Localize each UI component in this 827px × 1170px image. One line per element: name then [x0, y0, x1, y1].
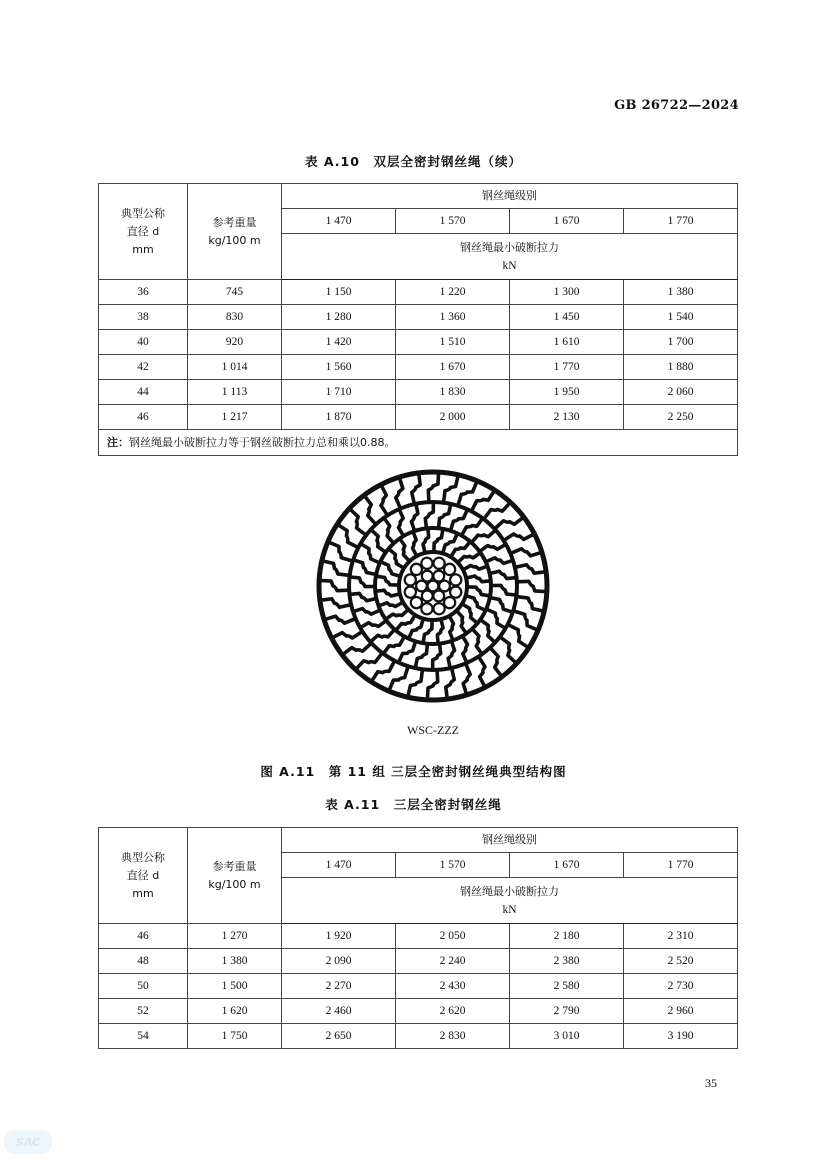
core-wire	[450, 574, 461, 585]
table-cell: 1 300	[510, 280, 624, 305]
table-row	[99, 1024, 738, 1049]
table-cell: 2 240	[396, 949, 510, 974]
table-a10-title: 表 A.10 双层全密封钢丝绳（续）	[305, 154, 522, 169]
table-row	[99, 280, 738, 305]
rope-cross-section-diagram	[313, 466, 553, 706]
table-row	[99, 305, 738, 330]
header-row	[99, 828, 738, 853]
table-cell: 2 060	[624, 380, 738, 405]
core-wire	[444, 597, 455, 608]
weight-header-line: kg/100 m	[208, 877, 261, 891]
grade-header: 钢丝绳级别	[282, 828, 738, 853]
force-header-line: kN	[502, 903, 517, 916]
table-cell: 2 430	[396, 974, 510, 999]
table-row	[99, 355, 738, 380]
table-cell: 1 610	[510, 330, 624, 355]
table-cell: 1 670	[396, 355, 510, 380]
table-cell: 2 960	[624, 999, 738, 1024]
table-a10-body	[99, 184, 738, 456]
grade-cell: 1 570	[396, 209, 510, 234]
force-header	[282, 234, 738, 280]
table-row	[99, 405, 738, 430]
table-cell: 1 560	[282, 355, 396, 380]
page-number: 35	[705, 1076, 717, 1090]
table-cell: 1 217	[188, 405, 282, 430]
table-cell: 2 000	[396, 405, 510, 430]
core-wire	[411, 564, 422, 575]
table-cell: 2 090	[282, 949, 396, 974]
table-cell: 44	[99, 380, 188, 405]
grade-cell: 1 770	[624, 209, 738, 234]
table-cell: 1 280	[282, 305, 396, 330]
table-cell: 1 830	[396, 380, 510, 405]
table-cell: 54	[99, 1024, 188, 1049]
table-cell: 2 620	[396, 999, 510, 1024]
force-header-line: kN	[502, 259, 517, 272]
table-cell: 2 580	[510, 974, 624, 999]
grade-cell: 1 670	[510, 209, 624, 234]
note-row	[99, 430, 738, 456]
grade-cell: 1 670	[510, 853, 624, 878]
table-cell: 2 310	[624, 924, 738, 949]
diameter-column-header	[99, 828, 188, 924]
core-wire	[433, 571, 444, 582]
table-cell: 1 500	[188, 974, 282, 999]
grade-cell: 1 470	[282, 209, 396, 234]
table-cell: 42	[99, 355, 188, 380]
diameter-header-line: 典型公称	[121, 850, 165, 864]
note-label: 注：	[107, 435, 129, 449]
table-cell: 1 950	[510, 380, 624, 405]
table-cell: 1 770	[510, 355, 624, 380]
table-cell: 1 014	[188, 355, 282, 380]
figure-a11-label: WSC-ZZZ	[407, 723, 459, 737]
table-a10	[98, 183, 738, 456]
table-cell: 2 270	[282, 974, 396, 999]
table-cell: 1 220	[396, 280, 510, 305]
core-wire	[433, 558, 444, 569]
table-cell: 2 180	[510, 924, 624, 949]
table-cell: 1 880	[624, 355, 738, 380]
table-cell: 1 150	[282, 280, 396, 305]
table-row	[99, 380, 738, 405]
core-wire	[422, 571, 433, 582]
weight-header-line: kg/100 m	[208, 233, 261, 247]
table-cell: 1 360	[396, 305, 510, 330]
diameter-header-line: 直径 d	[126, 224, 160, 238]
table-cell: 1 870	[282, 405, 396, 430]
table-a11	[98, 827, 738, 1049]
table-note	[99, 430, 738, 456]
table-cell: 1 920	[282, 924, 396, 949]
grade-cell: 1 470	[282, 853, 396, 878]
sac-watermark-logo: SAC	[4, 1130, 52, 1154]
table-cell: 1 710	[282, 380, 396, 405]
table-cell: 3 010	[510, 1024, 624, 1049]
standard-code: GB 26722—2024	[614, 98, 739, 113]
table-cell: 38	[99, 305, 188, 330]
table-row	[99, 999, 738, 1024]
core-wire	[405, 586, 416, 597]
table-cell: 830	[188, 305, 282, 330]
diameter-header-line: mm	[132, 886, 154, 900]
weight-column-header	[188, 184, 282, 280]
table-row	[99, 924, 738, 949]
header-row	[99, 184, 738, 209]
figure-a11-caption: 图 A.11 第 11 组 三层全密封钢丝绳典型结构图	[260, 764, 567, 779]
core-wire	[444, 564, 455, 575]
table-a11-title: 表 A.11 三层全密封钢丝绳	[325, 797, 502, 812]
table-cell: 3 190	[624, 1024, 738, 1049]
table-cell: 52	[99, 999, 188, 1024]
weight-column-header	[188, 828, 282, 924]
table-cell: 1 270	[188, 924, 282, 949]
grade-cell: 1 770	[624, 853, 738, 878]
force-header	[282, 878, 738, 924]
table-cell: 2 730	[624, 974, 738, 999]
force-header-line: 钢丝绳最小破断拉力	[460, 240, 559, 254]
weight-header-line: 参考重量	[212, 215, 257, 229]
table-row	[99, 974, 738, 999]
force-header-line: 钢丝绳最小破断拉力	[460, 884, 559, 898]
note-text: 钢丝绳最小破断拉力等于钢丝破断拉力总和乘以0.88。	[129, 435, 396, 449]
grade-header: 钢丝绳级别	[282, 184, 738, 209]
table-cell: 36	[99, 280, 188, 305]
diameter-header-line: 典型公称	[121, 206, 165, 220]
table-cell: 2 790	[510, 999, 624, 1024]
grade-cell: 1 570	[396, 853, 510, 878]
table-cell: 48	[99, 949, 188, 974]
table-cell: 1 750	[188, 1024, 282, 1049]
table-cell: 1 380	[188, 949, 282, 974]
table-a11-body	[99, 828, 738, 1049]
table-cell: 2 830	[396, 1024, 510, 1049]
table-cell: 1 450	[510, 305, 624, 330]
table-cell: 2 650	[282, 1024, 396, 1049]
table-cell: 2 130	[510, 405, 624, 430]
table-cell: 1 700	[624, 330, 738, 355]
table-cell: 2 460	[282, 999, 396, 1024]
table-cell: 1 620	[188, 999, 282, 1024]
table-cell: 1 510	[396, 330, 510, 355]
table-cell: 46	[99, 405, 188, 430]
diameter-header-line: 直径 d	[126, 868, 160, 882]
core-wire	[433, 603, 444, 614]
table-cell: 2 520	[624, 949, 738, 974]
core-wire	[405, 574, 416, 585]
table-cell: 2 250	[624, 405, 738, 430]
table-cell: 1 420	[282, 330, 396, 355]
core-wire	[421, 558, 432, 569]
table-cell: 920	[188, 330, 282, 355]
table-cell: 2 050	[396, 924, 510, 949]
core-wire	[450, 586, 461, 597]
table-cell: 50	[99, 974, 188, 999]
core-wire	[421, 603, 432, 614]
table-cell: 40	[99, 330, 188, 355]
diameter-column-header	[99, 184, 188, 280]
core-wire	[411, 597, 422, 608]
table-cell: 1 540	[624, 305, 738, 330]
table-cell: 1 113	[188, 380, 282, 405]
diameter-header-line: mm	[132, 242, 154, 256]
table-cell: 46	[99, 924, 188, 949]
table-cell: 1 380	[624, 280, 738, 305]
table-row	[99, 949, 738, 974]
table-cell: 2 380	[510, 949, 624, 974]
core-wire	[433, 591, 444, 602]
table-cell: 745	[188, 280, 282, 305]
weight-header-line: 参考重量	[212, 859, 257, 873]
table-row	[99, 330, 738, 355]
